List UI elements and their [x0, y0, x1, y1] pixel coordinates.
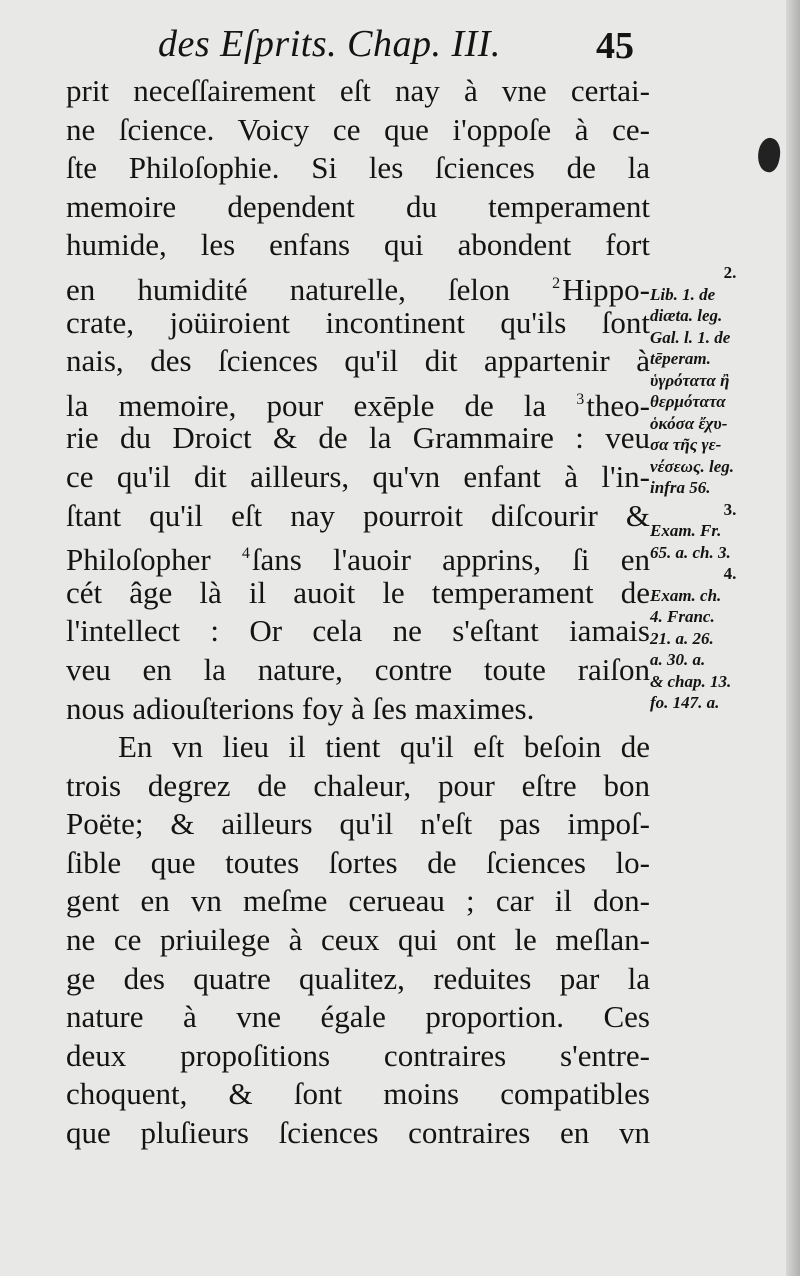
note-line: Lib. 1. de: [650, 284, 716, 304]
note-line: Exam. ch.: [650, 585, 722, 605]
note-number: 3.: [723, 499, 737, 519]
text-line: veu en la nature, contre toute raiſon: [66, 651, 650, 687]
reference-marker: [242, 542, 650, 577]
superscript-number: 4: [241, 545, 250, 563]
text-segment: theo-: [586, 387, 650, 423]
text-line: nous adiouſterions foy à ſes maximes.: [66, 690, 535, 726]
text-line: trois degrez de chaleur, pour eſtre bon: [66, 767, 650, 803]
note-line: θερμότατα: [650, 392, 726, 411]
reference-marker: [552, 272, 650, 307]
note-line: Exam. Fr.: [650, 521, 722, 540]
text-line: crate, joüiroient incontinent qu'ils ſont: [66, 304, 650, 340]
note-line: ὑγρότατα ἢ: [650, 370, 730, 390]
paragraph-first-line: En vn lieu il tient qu'il eſt beſoin de: [118, 729, 650, 765]
text-line: ce qu'il dit ailleurs, qu'vn enfant à l'in-: [66, 458, 650, 494]
note-line: νέσεως. leg.: [650, 456, 735, 476]
text-line: ſte Philoſophie. Si les ſciences de la: [66, 150, 650, 186]
body-text: [66, 72, 650, 1153]
text-line: [66, 381, 650, 423]
note-line: ὁκόσα ἔχυ-: [650, 413, 728, 433]
note-line: diæta. leg.: [650, 306, 723, 325]
superscript-number: 2: [552, 274, 561, 292]
text-line: gent en vn meſme cerueau ; car il don-: [66, 883, 650, 919]
text-line: nais, des ſciences qu'il dit appartenir à: [66, 343, 650, 379]
note-number: 2.: [723, 263, 737, 282]
text-line: cét âge là il auoit le temperament de: [66, 574, 650, 610]
text-line: ne ſcience. Voicy ce que i'oppoſe à ce-: [66, 111, 650, 147]
text-line: prit neceſſairement eſt nay à vne certai-: [66, 73, 650, 108]
page-edge: [786, 0, 800, 1276]
text-line: ge des quatre qualitez, reduites par la: [66, 960, 650, 996]
note-line: 65. a. ch. 3.: [650, 542, 731, 562]
note-line: Gal. l. 1. de: [650, 327, 731, 347]
text-line: [66, 535, 650, 578]
text-line: memoire dependent du temperament: [66, 188, 650, 224]
note-line: fo. 147. a.: [650, 693, 720, 712]
text-segment: Philoſopher: [66, 542, 211, 578]
note-line: 4. Franc.: [650, 607, 715, 626]
note-line: σα τῆς γε-: [650, 435, 722, 454]
text-line: humide, les enfans qui abondent fort: [66, 227, 650, 263]
text-segment: ſans l'auoir apprins, ſi en: [251, 542, 650, 578]
note-line: infra 56.: [650, 478, 711, 497]
text-segment: la memoire, pour exēple de la: [66, 387, 547, 423]
note-line: a. 30. a.: [650, 650, 706, 669]
note-line: tēperam.: [650, 349, 711, 368]
text-line: ne ce priuilege à ceux qui ont le meſlan-: [66, 922, 650, 958]
text-segment: en humidité naturelle, ſelon: [66, 271, 511, 307]
text-line: Poëte; & ailleurs qu'il n'eſt pas impoſ-: [66, 806, 650, 842]
text-line: rie du Droict & de la Grammaire : veu: [66, 420, 650, 456]
reference-marker: [576, 388, 650, 423]
margin-notes: [650, 262, 780, 714]
text-line: choquent, & ſont moins compatibles: [66, 1076, 650, 1112]
superscript-number: 3: [576, 390, 585, 408]
page-header: [150, 22, 650, 70]
text-line: que pluſieurs ſciences contraires en vn: [66, 1115, 650, 1151]
text-segment: Hippo-: [562, 271, 650, 307]
text-line: ſible que toutes ſortes de ſciences lo-: [66, 844, 650, 880]
running-title: des Eſprits. Chap. III.: [158, 23, 501, 65]
text-line: l'intellect : Or cela ne s'eſtant iamais: [66, 613, 650, 649]
note-line: & chap. 13.: [650, 671, 732, 691]
text-line: [66, 265, 650, 307]
text-line: deux propoſitions contraires s'entre-: [66, 1037, 650, 1073]
note-line: 21. a. 26.: [650, 628, 714, 648]
ink-blot: [755, 136, 784, 174]
text-line: nature à vne égale proportion. Ces: [66, 999, 650, 1035]
page-number: 45: [596, 25, 634, 67]
text-line: ſtant qu'il eſt nay pourroit diſcourir &: [66, 497, 650, 533]
note-number: 4.: [723, 564, 737, 583]
